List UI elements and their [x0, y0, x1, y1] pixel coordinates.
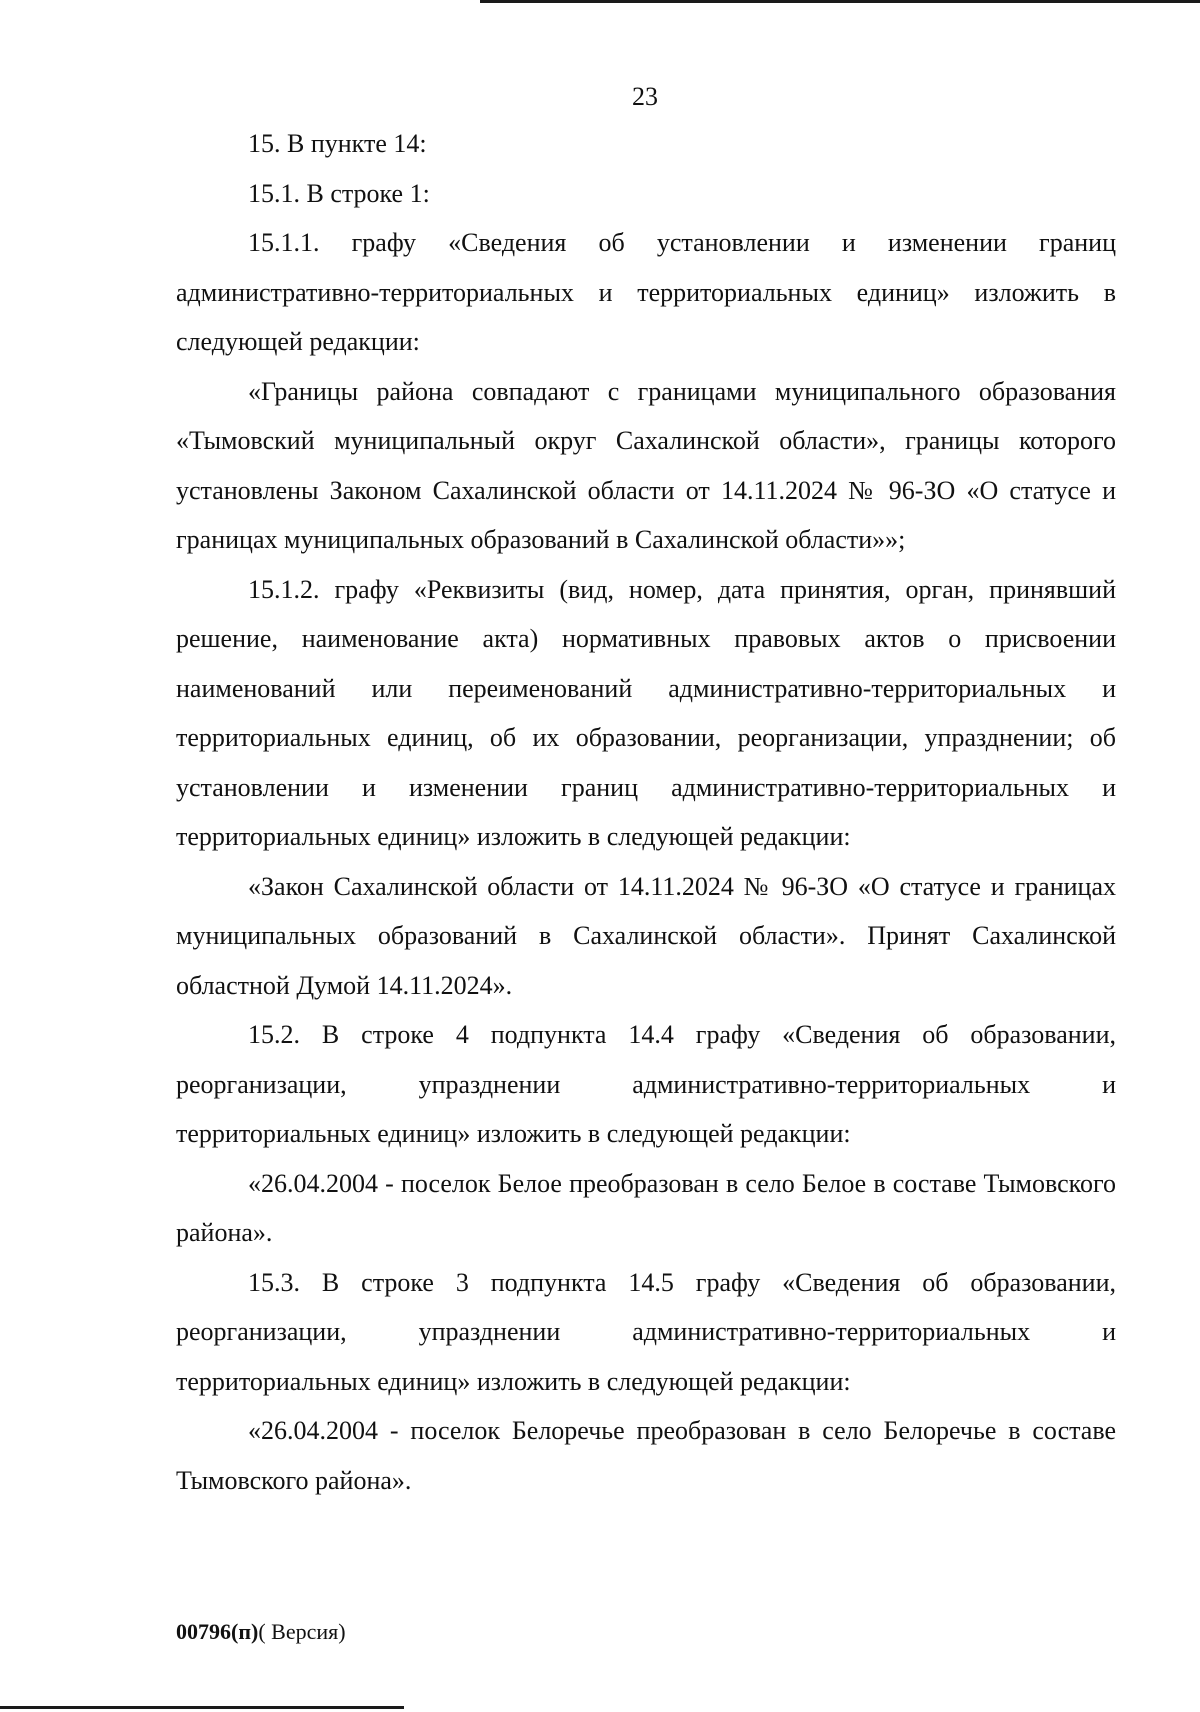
document-footer — [176, 1617, 346, 1647]
scan-edge-line-top — [480, 0, 1200, 3]
document-body — [176, 119, 1116, 1505]
paragraph-15: 15. В пункте 14: — [248, 129, 427, 158]
paragraph-quote-boundaries: «Границы района совпадают с границами муниципального образования «Тымовский муниципальный округ Сахалинской области», границы которого установлены Законом Сахалинской области от 14.11.2024 № 96-ЗО «О статусе и границах муниципальных образований в Сахалинской области»»; — [176, 376, 1116, 554]
paragraph-quote-beloe: «26.04.2004 - поселок Белое преобразован в село Белое в составе Тымовского района». — [176, 1168, 1116, 1247]
page-number: 23 — [632, 82, 658, 111]
paragraph-15-1: 15.1. В строке 1: — [248, 178, 430, 208]
paragraph-15-3: 15.3. В строке 3 подпункта 14.5 графу «Сведения об образовании, реорганизации, упразднении административно-территориальных и территориальных единиц» изложить в следующей редакции: — [176, 1267, 1116, 1396]
document-version: ( Версия) — [258, 1619, 346, 1644]
document-code: 00796(п) — [176, 1619, 259, 1644]
paragraph-15-1-2: 15.1.2. графу «Реквизиты (вид, номер, дата принятия, орган, принявший решение, наименование акта) нормативных правовых актов о присвоении наименований или переименований административно-территориальных и территориальных единиц, об их образовании, реорганизации, упразднении; об установлении и изменении границ административно-территориальных и территориальных единиц» изложить в следующей редакции: — [176, 574, 1116, 851]
paragraph-15-1-1: 15.1.1. графу «Сведения об установлении и изменении границ административно-территориальных и территориальных единиц» изложить в следующей редакции: — [176, 228, 1116, 356]
paragraph-15-2: 15.2. В строке 4 подпункта 14.4 графу «Сведения об образовании, реорганизации, упразднении административно-территориальных и территориальных единиц» изложить в следующей редакции: — [176, 1020, 1116, 1148]
scan-edge-line-bottom — [0, 1706, 404, 1709]
paragraph-quote-law: «Закон Сахалинской области от 14.11.2024 № 96-ЗО «О статусе и границах муниципальных образований в Сахалинской области». Принят Сахалинской областной Думой 14.11.2024». — [176, 871, 1116, 1000]
paragraph-quote-belorechye: «26.04.2004 - поселок Белоречье преобразован в село Белоречье в составе Тымовского района». — [176, 1416, 1116, 1495]
